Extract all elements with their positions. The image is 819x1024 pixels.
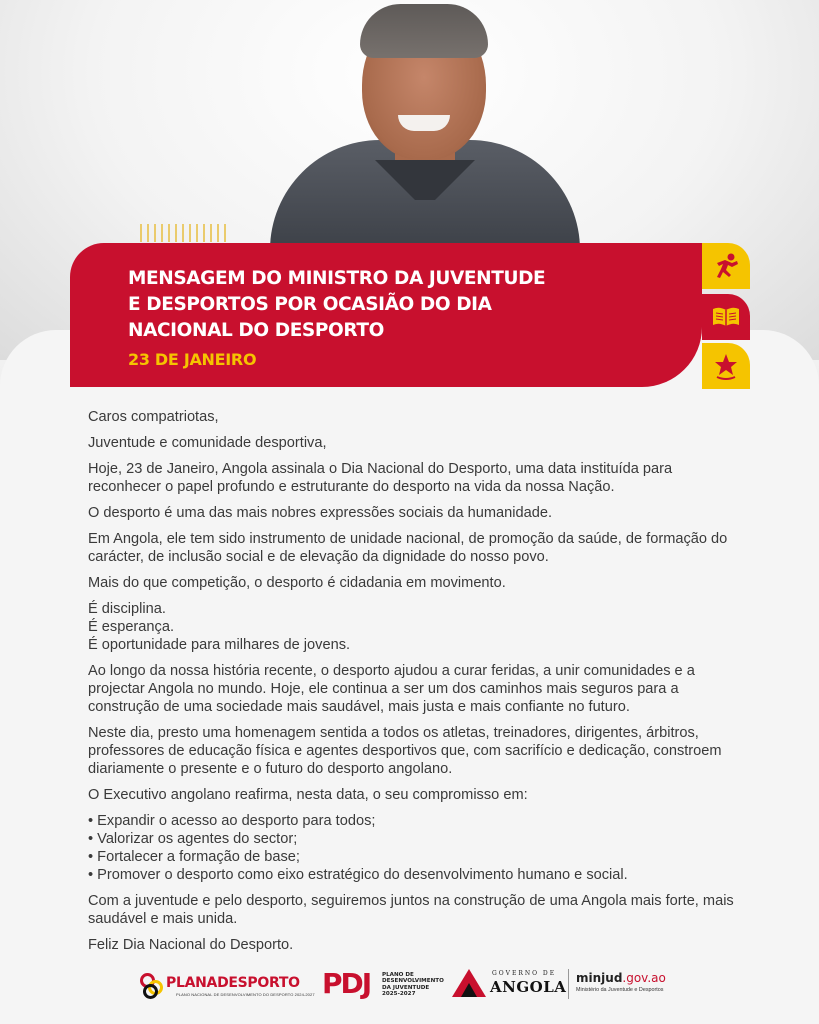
logo-planadesporto-name: PLANADESPORTO bbox=[166, 975, 300, 991]
portrait-collar bbox=[375, 160, 475, 200]
message-paragraph: Mais do que competição, o desporto é cidadania em movimento. bbox=[88, 575, 506, 591]
title-line-2: E DESPORTOS POR OCASIÃO DO DIA bbox=[128, 294, 492, 315]
message-paragraph: Neste dia, presto uma homenagem sentida a todos os atletas, treinadores, dirigentes, árbitros, professores de educação física e agentes desportivos que, com sacrifício e dedicação, constroem diariamente o presente e o futuro do desporto angolano. bbox=[88, 725, 722, 777]
logo-governo-label: GOVERNO DE bbox=[492, 970, 557, 977]
commitment-item: • Valorizar os agentes do sector; bbox=[88, 831, 298, 847]
value-line: É oportunidade para milhares de jovens. bbox=[88, 637, 351, 653]
pdj-logo bbox=[322, 967, 442, 1003]
message-paragraph: O desporto é uma das mais nobres expressões sociais da humanidade. bbox=[88, 505, 553, 521]
value-line: É esperança. bbox=[88, 619, 174, 635]
message-paragraph: O Executivo angolano reafirma, nesta data, o seu compromisso em: bbox=[88, 787, 528, 803]
commitment-item: • Fortalecer a formação de base; bbox=[88, 849, 300, 865]
greeting-line: Juventude e comunidade desportiva, bbox=[88, 435, 327, 451]
message-paragraph: Com a juventude e pelo desporto, seguiremos juntos na construção de uma Angola mais forte, mais saudável e mais unida. bbox=[88, 893, 734, 927]
logo-planadesporto-sub: PLANO NACIONAL DE DESENVOLVIMENTO DO DESPORTO 2024-2027 bbox=[176, 992, 315, 997]
event-date: 23 DE JANEIRO bbox=[128, 350, 257, 369]
page-title bbox=[128, 266, 688, 344]
title-line-3: NACIONAL DO DESPORTO bbox=[128, 320, 384, 341]
sports-figure-icon bbox=[711, 251, 741, 281]
message-paragraph: Em Angola, ele tem sido instrumento de unidade nacional, de promoção da saúde, de formação do carácter, de inclusão social e de elevação da dignidade do nosso povo. bbox=[88, 531, 728, 565]
message-paragraph: Hoje, 23 de Janeiro, Angola assinala o Dia Nacional do Desporto, uma data instituída para reconhecer o papel profundo e estruturante do desporto na vida da nossa Nação. bbox=[88, 461, 673, 495]
star-emblem-icon bbox=[711, 351, 741, 381]
logo-pdj-mark: PDJ bbox=[322, 967, 371, 1000]
governo-angola-logo bbox=[452, 967, 567, 1003]
minister-portrait bbox=[270, 0, 580, 250]
greeting-line: Caros compatriotas, bbox=[88, 409, 219, 425]
commitment-item: • Expandir o acesso ao desporto para todos; bbox=[88, 813, 376, 829]
portrait-smile bbox=[398, 115, 450, 131]
message-body bbox=[88, 408, 748, 962]
tile-education bbox=[702, 294, 750, 340]
minjud-domain: minjud.gov.ao bbox=[576, 971, 666, 985]
minjud-logo bbox=[576, 971, 696, 1001]
commitment-item: • Promover o desporto como eixo estratégico do desenvolvimento humano e social. bbox=[88, 867, 628, 883]
message-paragraph: Ao longo da nossa história recente, o desporto ajudou a curar feridas, a unir comunidades e a projectar Angola no mundo. Hoje, ele continua a ser um dos caminhos mais seguros para a construção de uma sociedade mais saudável, mais justa e mais confiante no futuro. bbox=[88, 663, 695, 715]
portrait-hair bbox=[360, 4, 488, 58]
logo-angola-label: ANGOLA bbox=[490, 978, 567, 996]
decorative-stripes bbox=[140, 224, 230, 242]
logo-divider bbox=[568, 969, 569, 999]
logo-pdj-text: PLANO DE DESENVOLVIMENTO DA JUVENTUDE 2025-2027 bbox=[382, 972, 444, 998]
open-book-icon bbox=[711, 305, 741, 329]
title-line-1: MENSAGEM DO MINISTRO DA JUVENTUDE bbox=[128, 268, 546, 289]
value-line: É disciplina. bbox=[88, 601, 166, 617]
tile-sports bbox=[702, 243, 750, 289]
minjud-ministry-name: Ministério da Juventude e Desportos bbox=[576, 987, 664, 993]
closing-line: Feliz Dia Nacional do Desporto. bbox=[88, 937, 294, 953]
planadesporto-logo bbox=[140, 969, 315, 1001]
footer-logos bbox=[140, 965, 700, 1005]
tile-nation bbox=[702, 343, 750, 389]
